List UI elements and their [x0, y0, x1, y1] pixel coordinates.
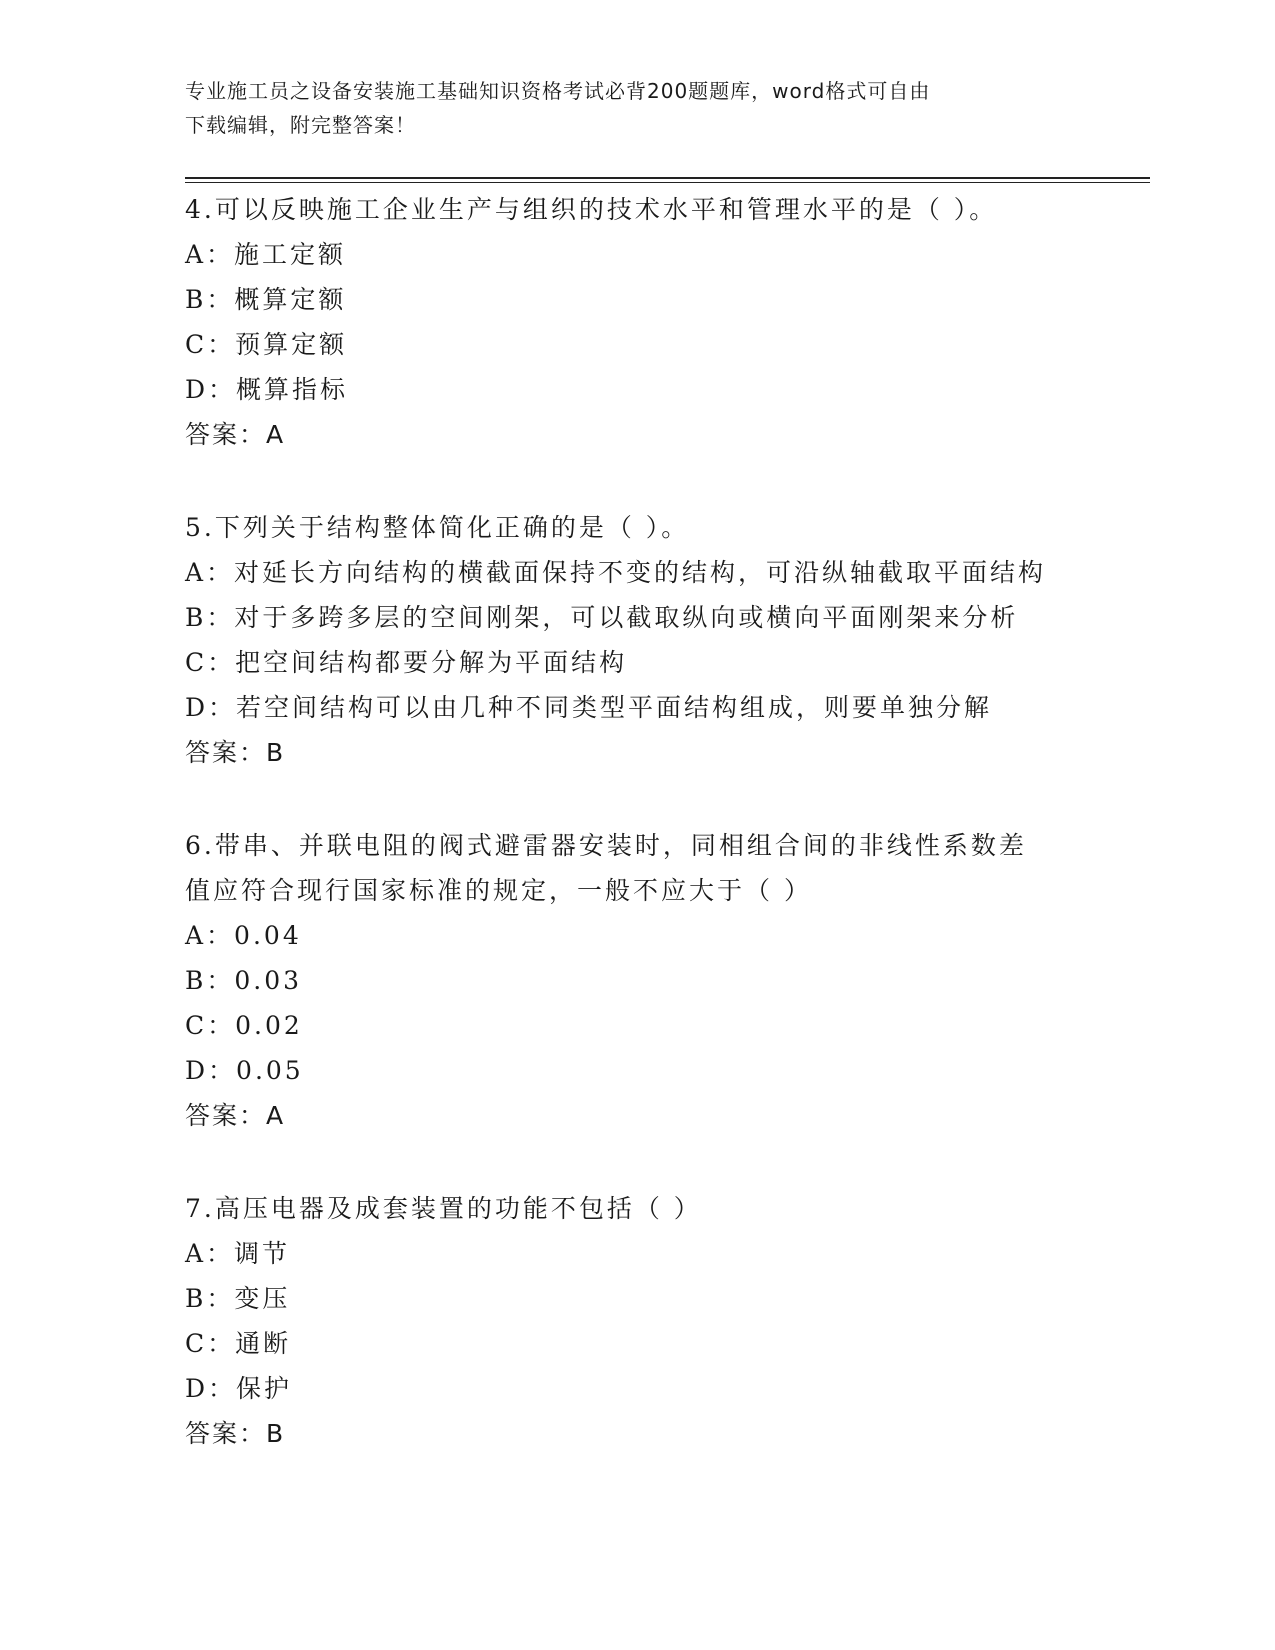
option-c: C：通断	[185, 1329, 292, 1358]
question-stem: 5.下列关于结构整体简化正确的是（ ）。	[185, 513, 690, 542]
question-4	[185, 187, 1085, 457]
option-a: A：施工定额	[185, 240, 347, 269]
option-b: B：对于多跨多层的空间刚架，可以截取纵向或横向平面刚架来分析	[185, 603, 1019, 632]
option-d: D：若空间结构可以由几种不同类型平面结构组成，则要单独分解	[185, 693, 993, 722]
option-d: D：概算指标	[185, 375, 349, 404]
question-7	[185, 1186, 1085, 1456]
header-divider-thick	[185, 177, 1150, 179]
question-stem: 7.高压电器及成套装置的功能不包括（ ）	[185, 1194, 702, 1223]
option-a: A：对延长方向结构的横截面保持不变的结构，可沿纵轴截取平面结构	[185, 558, 1047, 587]
answer: 答案：B	[185, 738, 286, 767]
header-line-2: 下载编辑，附完整答案！	[185, 113, 416, 137]
option-d: D：0.05	[185, 1056, 304, 1085]
answer: 答案：A	[185, 1101, 286, 1130]
question-stem-line-2: 值应符合现行国家标准的规定，一般不应大于（ ）	[185, 876, 812, 905]
question-5	[185, 505, 1085, 775]
option-b: B：0.03	[185, 966, 303, 995]
option-c: C：预算定额	[185, 330, 348, 359]
question-stem: 4.可以反映施工企业生产与组织的技术水平和管理水平的是（ ）。	[185, 195, 998, 224]
option-b: B：概算定额	[185, 285, 347, 314]
header-line-1: 专业施工员之设备安装施工基础知识资格考试必背200题题库，word格式可自由	[185, 79, 931, 103]
answer: 答案：B	[185, 1419, 286, 1448]
option-d: D：保护	[185, 1374, 293, 1403]
header-divider-thin	[185, 182, 1150, 183]
question-6	[185, 823, 1085, 1138]
option-c: C：把空间结构都要分解为平面结构	[185, 648, 628, 677]
option-c: C：0.02	[185, 1011, 303, 1040]
option-b: B：变压	[185, 1284, 291, 1313]
question-stem-line-1: 6.带串、并联电阻的阀式避雷器安装时，同相组合间的非线性系数差	[185, 831, 1027, 860]
option-a: A：调节	[185, 1239, 291, 1268]
option-a: A：0.04	[185, 921, 302, 950]
document-header	[185, 74, 1065, 142]
answer: 答案：A	[185, 420, 286, 449]
